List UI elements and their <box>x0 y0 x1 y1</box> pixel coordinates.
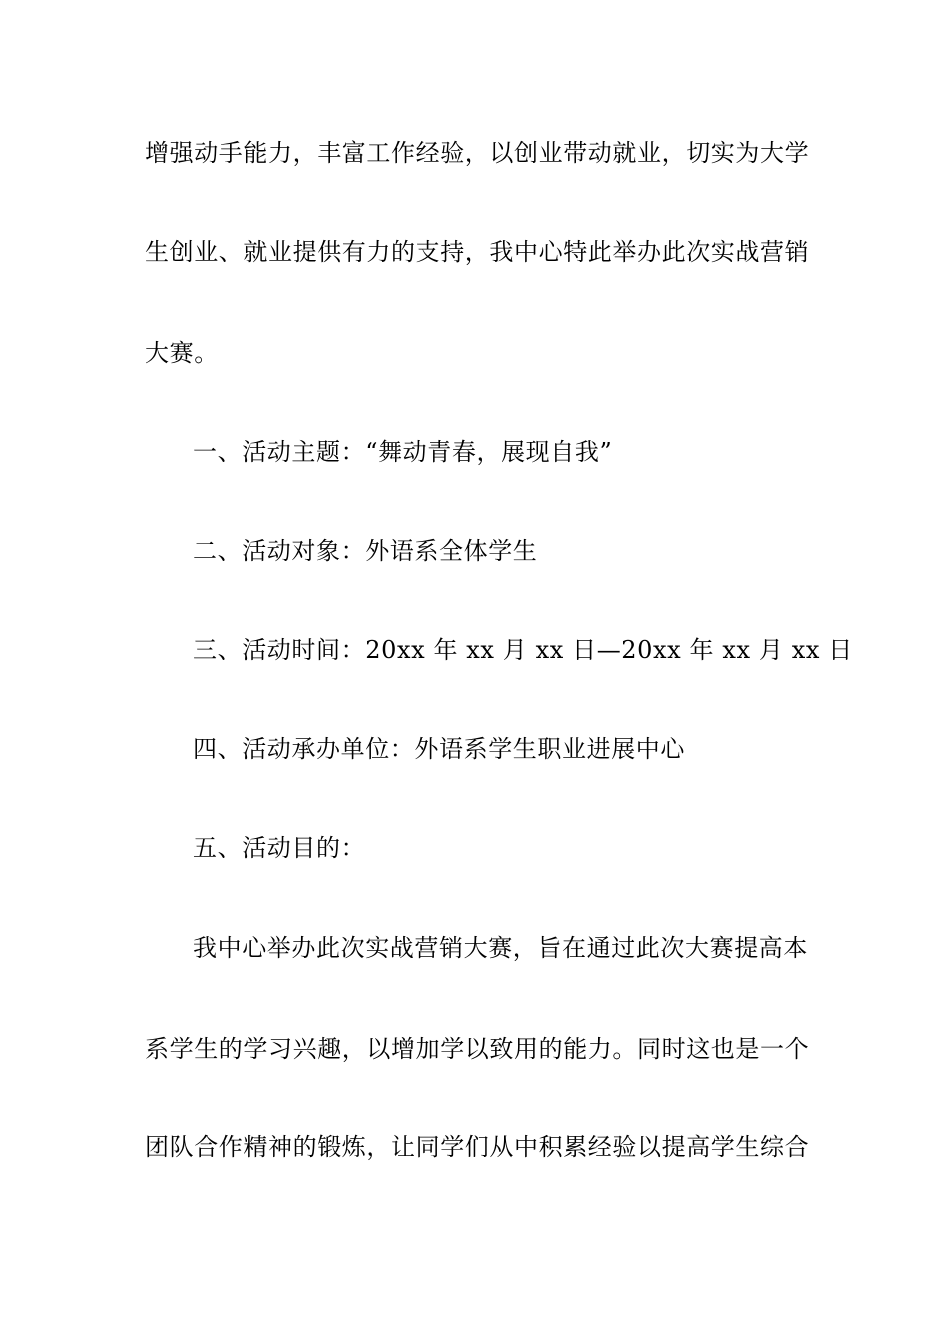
paragraph-line: 大赛。 <box>145 339 219 367</box>
section-heading-organizer: 四、活动承办单位：外语系学生职业进展中心 <box>193 735 685 763</box>
paragraph-line: 系学生的学习兴趣，以增加学以致用的能力。同时这也是一个 <box>145 1035 810 1063</box>
section-heading-audience: 二、活动对象：外语系全体学生 <box>193 537 538 565</box>
section-heading-theme: 一、活动主题：“舞动青春，展现自我” <box>193 438 613 466</box>
paragraph-line: 生创业、就业提供有力的支持，我中心特此举办此次实战营销 <box>145 238 810 266</box>
section-heading-time: 三、活动时间：20xx 年 xx 月 xx 日—20xx 年 xx 月 xx 日 <box>193 636 853 664</box>
section-heading-purpose: 五、活动目的： <box>193 834 366 862</box>
paragraph-line: 增强动手能力，丰富工作经验，以创业带动就业，切实为大学 <box>145 139 810 167</box>
paragraph-line: 我中心举办此次实战营销大赛，旨在通过此次大赛提高本 <box>193 934 808 962</box>
paragraph-line: 团队合作精神的锻炼，让同学们从中积累经验以提高学生综合 <box>145 1133 810 1161</box>
